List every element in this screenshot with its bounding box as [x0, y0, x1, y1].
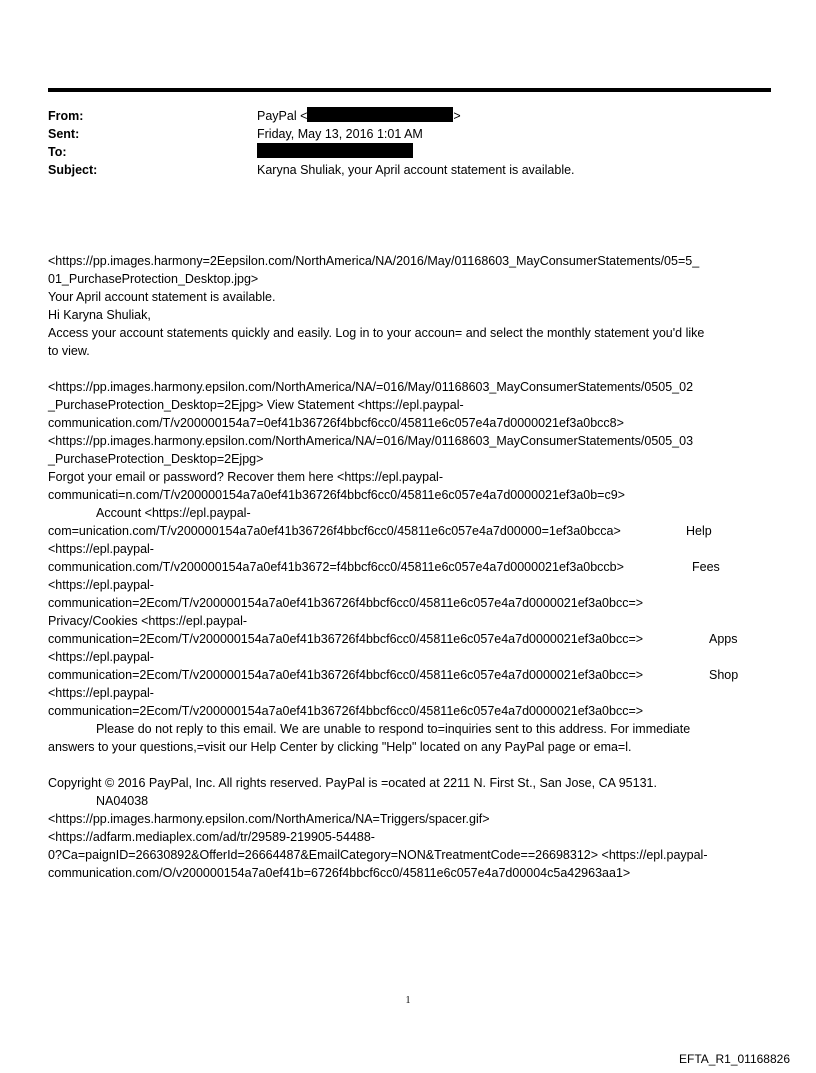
body-line: 01_PurchaseProtection_Desktop.jpg> — [48, 272, 259, 286]
body-line: to view. — [48, 344, 90, 358]
body-line: communication=2Ecom/T/v200000154a7a0ef41b36726f4bbcf6cc0/45811e6c057e4a7d0000021ef3a0bcc=> — [48, 704, 644, 718]
body-line: <https://epl.paypal- — [48, 542, 154, 556]
body-line: communication.com/T/v200000154a7=0ef41b36726f4bbcf6cc0/45811e6c057e4a7d0000021ef3a0bcc8> — [48, 416, 624, 430]
body-line: _PurchaseProtection_Desktop=2Ejpg> — [48, 452, 264, 466]
body-line: <https://pp.images.harmony.epsilon.com/NorthAmerica/NA/=016/May/01168603_MayConsumerStatements/0505_03 — [48, 434, 694, 448]
from-close: > — [453, 109, 461, 123]
body-line: Access your account statements quickly and easily. Log in to your accoun= and select the monthly statement you'd like — [48, 326, 705, 340]
footer-link-help[interactable]: Help — [686, 524, 712, 538]
sent-label: Sent: — [48, 127, 80, 141]
body-line: Hi Karyna Shuliak, — [48, 308, 151, 322]
from-name: PayPal < — [257, 109, 308, 123]
body-line: Please do not reply to this email. We are unable to respond to=inquiries sent to this address. For immediate — [96, 722, 691, 736]
redacted-recipient — [257, 143, 413, 158]
from-label: From: — [48, 109, 84, 123]
body-line: <https://epl.paypal- — [48, 686, 154, 700]
body-line: Privacy/Cookies <https://epl.paypal- — [48, 614, 248, 628]
body-line: communication.com/T/v200000154a7a0ef41b3672=f4bbcf6cc0/45811e6c057e4a7d0000021ef3a0bccb> — [48, 560, 624, 574]
body-line: NA04038 — [96, 794, 149, 808]
footer-link-shop[interactable]: Shop — [709, 668, 739, 682]
redacted-email — [307, 107, 453, 122]
footer-link-apps[interactable]: Apps — [709, 632, 738, 646]
header-rule — [48, 88, 771, 92]
subject-value: Karyna Shuliak, your April account statement is available. — [257, 163, 575, 177]
body-line: <https://epl.paypal- — [48, 578, 154, 592]
body-line: Account <https://epl.paypal- — [96, 506, 251, 520]
body-line: <https://adfarm.mediaplex.com/ad/tr/29589-219905-54488- — [48, 830, 375, 844]
body-line: <https://pp.images.harmony.epsilon.com/NorthAmerica/NA/=016/May/01168603_MayConsumerStatements/0505_02 — [48, 380, 694, 394]
body-line: <https://epl.paypal- — [48, 650, 154, 664]
from-value — [257, 107, 461, 125]
body-line: communication=2Ecom/T/v200000154a7a0ef41b36726f4bbcf6cc0/45811e6c057e4a7d0000021ef3a0bcc=> — [48, 668, 644, 682]
footer-link-fees[interactable]: Fees — [692, 560, 720, 574]
body-line: communication=2Ecom/T/v200000154a7a0ef41b36726f4bbcf6cc0/45811e6c057e4a7d0000021ef3a0bcc=> — [48, 632, 644, 646]
sent-value: Friday, May 13, 2016 1:01 AM — [257, 127, 423, 141]
body-line: <https://pp.images.harmony=2Eepsilon.com/NorthAmerica/NA/2016/May/01168603_MayConsumerStatements/05=5_ — [48, 254, 700, 268]
to-label: To: — [48, 145, 67, 159]
page-number: 1 — [405, 995, 411, 1006]
subject-label: Subject: — [48, 163, 98, 177]
body-line: Forgot your email or password? Recover them here <https://epl.paypal- — [48, 470, 443, 484]
body-line: com=unication.com/T/v200000154a7a0ef41b36726f4bbcf6cc0/45811e6c057e4a7d00000=1ef3a0bcca> — [48, 524, 621, 538]
body-line: communication=2Ecom/T/v200000154a7a0ef41b36726f4bbcf6cc0/45811e6c057e4a7d0000021ef3a0bcc=> — [48, 596, 644, 610]
body-line: Your April account statement is available. — [48, 290, 276, 304]
body-line: _PurchaseProtection_Desktop=2Ejpg> View Statement <https://epl.paypal- — [48, 398, 464, 412]
body-line: communication.com/O/v200000154a7a0ef41b=6726f4bbcf6cc0/45811e6c057e4a7d00004c5a42963aa1> — [48, 866, 631, 880]
body-line: 0?Ca=paignID=26630892&OfferId=26664487&EmailCategory=NON&TreatmentCode==26698312> <https://epl.paypal- — [48, 848, 708, 862]
body-line: Copyright © 2016 PayPal, Inc. All rights reserved. PayPal is =ocated at 2211 N. First St., San Jose, CA 95131. — [48, 776, 657, 790]
to-value — [257, 143, 413, 161]
body-line: <https://pp.images.harmony.epsilon.com/NorthAmerica/NA=Triggers/spacer.gif> — [48, 812, 490, 826]
body-line: answers to your questions,=visit our Help Center by clicking "Help" located on any PayPal page or ema=l. — [48, 740, 632, 754]
bates-number: EFTA_R1_01168826 — [679, 1052, 790, 1066]
body-line: communicati=n.com/T/v200000154a7a0ef41b36726f4bbcf6cc0/45811e6c057e4a7d0000021ef3a0b=c9> — [48, 488, 625, 502]
